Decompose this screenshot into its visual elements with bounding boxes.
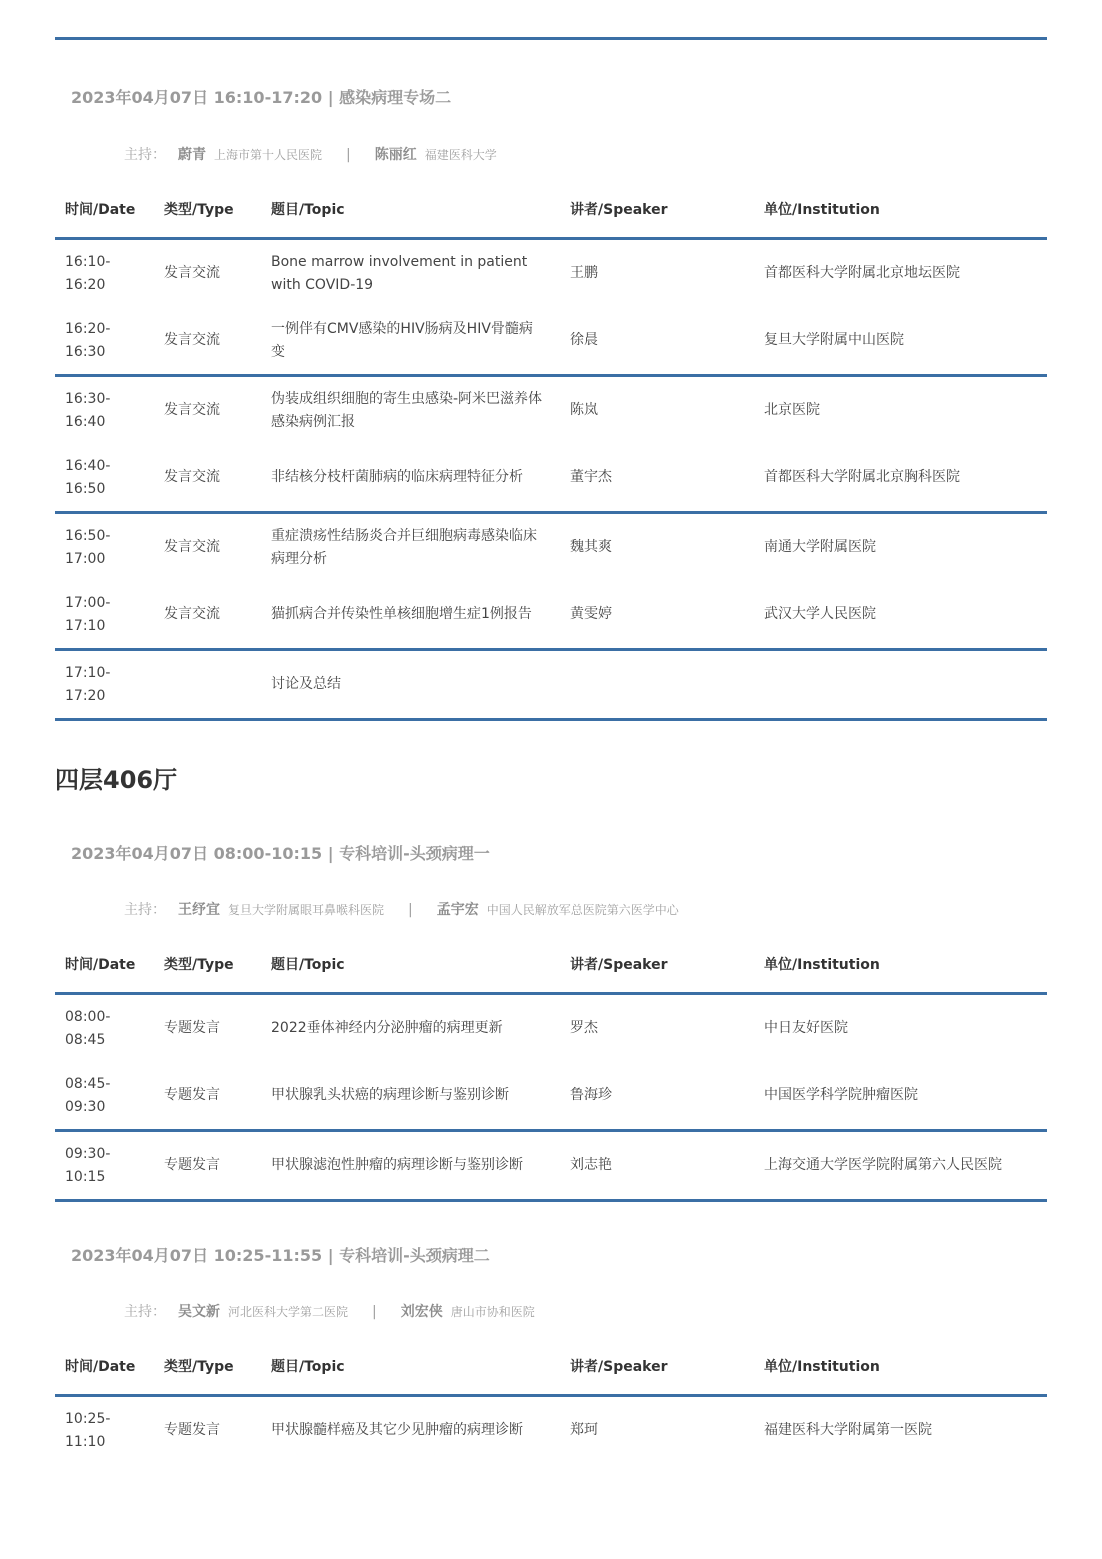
table-row xyxy=(55,444,1047,513)
cell-date xyxy=(55,1131,154,1201)
header-speaker: 讲者/Speaker xyxy=(560,181,754,239)
cell-speaker: 陈岚 xyxy=(570,402,598,418)
cell-speaker: 董宇杰 xyxy=(560,444,754,513)
header-topic: 题目/Topic xyxy=(261,936,560,994)
cell-type: 专题发言 xyxy=(154,1062,261,1131)
cell-date xyxy=(55,1396,154,1465)
cell-speaker: 徐晨 xyxy=(560,307,754,376)
header-speaker: 讲者/Speaker xyxy=(560,936,754,994)
cell-type: 发言交流 xyxy=(154,444,261,513)
date-text: 17:10- 17:20 xyxy=(65,664,111,704)
host-institution: 上海市第十人民医院 xyxy=(214,148,323,162)
cell-date xyxy=(55,994,154,1063)
cell-speaker: 刘志艳 xyxy=(560,1131,754,1201)
cell-topic: 讨论及总结 xyxy=(261,650,560,720)
date-text: 09:30- 10:15 xyxy=(65,1145,111,1185)
table-row xyxy=(55,376,1047,445)
hall-title: 四层406厅 xyxy=(55,766,178,794)
host-institution: 复旦大学附属眼耳鼻喉科医院 xyxy=(228,903,385,917)
date-text: 16:40- 16:50 xyxy=(65,457,111,497)
cell-institution: 武汉大学人民医院 xyxy=(754,581,1047,650)
cell-institution: 北京医院 xyxy=(764,402,820,418)
cell-institution: 南通大学附属医院 xyxy=(764,539,876,555)
table-row xyxy=(55,239,1047,308)
cell-date xyxy=(55,239,154,308)
cell-topic: 一例伴有CMV感染的HIV肠病及HIV骨髓病变 xyxy=(261,307,560,376)
cell-date xyxy=(55,1062,154,1131)
cell-type: 发言交流 xyxy=(164,402,220,418)
cell-topic: 非结核分枝杆菌肺病的临床病理特征分析 xyxy=(261,444,560,513)
table-row xyxy=(55,581,1047,650)
host-name: 陈丽红 xyxy=(374,147,417,163)
cell-speaker: 魏其爽 xyxy=(570,539,612,555)
table-row xyxy=(55,1396,1047,1465)
session-title: 2023年04月07日 16:10-17:20 | 感染病理专场二 xyxy=(71,88,452,107)
top-divider xyxy=(55,37,1047,40)
cell-speaker: 鲁海珍 xyxy=(560,1062,754,1131)
host-name: 吴文新 xyxy=(178,1304,220,1320)
cell-date xyxy=(55,444,154,513)
date-text: 08:00- 08:45 xyxy=(65,1008,111,1048)
cell-topic: 甲状腺乳头状癌的病理诊断与鉴别诊断 xyxy=(261,1062,560,1131)
date-text: 16:30- 16:40 xyxy=(65,390,111,430)
cell-date xyxy=(55,376,154,445)
host-separator: | xyxy=(408,902,413,918)
cell-institution xyxy=(754,650,1047,720)
cell-date xyxy=(55,650,154,720)
host-label: 主持： xyxy=(124,902,166,918)
header-date: 时间/Date xyxy=(55,1338,154,1396)
cell-speaker: 郑珂 xyxy=(570,1422,598,1438)
cell-topic: Bone marrow involvement in patient with COVID-19 xyxy=(271,253,528,293)
host-separator: | xyxy=(372,1304,377,1320)
host-separator: | xyxy=(346,147,351,163)
cell-topic: 甲状腺髓样癌及其它少见肿瘤的病理诊断 xyxy=(271,1422,523,1438)
schedule-table xyxy=(55,181,1047,721)
cell-topic: 伪装成组织细胞的寄生虫感染-阿米巴滋养体感染病例汇报 xyxy=(271,390,543,430)
table-row xyxy=(55,1062,1047,1131)
session-title: 2023年04月07日 10:25-11:55 | 专科培训-头颈病理二 xyxy=(71,1246,490,1265)
cell-date xyxy=(55,581,154,650)
cell-type: 发言交流 xyxy=(164,539,220,555)
cell-topic: 甲状腺滤泡性肿瘤的病理诊断与鉴别诊断 xyxy=(261,1131,560,1201)
header-institution: 单位/Institution xyxy=(754,1338,1047,1396)
host-name: 王纾宜 xyxy=(178,902,220,918)
session-title: 2023年04月07日 08:00-10:15 | 专科培训-头颈病理一 xyxy=(71,844,490,863)
session-hosts xyxy=(124,1301,535,1321)
cell-date xyxy=(55,307,154,376)
header-topic: 题目/Topic xyxy=(261,1338,560,1396)
header-speaker: 讲者/Speaker xyxy=(560,1338,754,1396)
table-header-row xyxy=(55,936,1047,994)
date-text: 10:25- 11:10 xyxy=(65,1410,111,1450)
cell-speaker: 黄雯婷 xyxy=(560,581,754,650)
date-text: 16:20- 16:30 xyxy=(65,320,111,360)
cell-topic: 猫抓病合并传染性单核细胞增生症1例报告 xyxy=(261,581,560,650)
cell-speaker xyxy=(560,650,754,720)
host-name: 蔚青 xyxy=(178,147,206,163)
header-date: 时间/Date xyxy=(55,181,154,239)
session-hosts xyxy=(124,899,679,919)
schedule-table xyxy=(55,936,1047,1202)
host-name: 刘宏侠 xyxy=(400,1304,443,1320)
table-row xyxy=(55,513,1047,582)
header-date: 时间/Date xyxy=(55,936,154,994)
table-row xyxy=(55,650,1047,720)
header-type: 类型/Type xyxy=(154,936,261,994)
table-row xyxy=(55,994,1047,1063)
date-text: 08:45- 09:30 xyxy=(65,1075,111,1115)
cell-type: 专题发言 xyxy=(164,1422,220,1438)
host-institution: 河北医科大学第二医院 xyxy=(228,1305,349,1319)
header-institution: 单位/Institution xyxy=(754,181,1047,239)
table-row xyxy=(55,307,1047,376)
cell-topic: 2022垂体神经内分泌肿瘤的病理更新 xyxy=(271,1020,503,1036)
cell-type: 专题发言 xyxy=(164,1020,220,1036)
cell-type: 专题发言 xyxy=(154,1131,261,1201)
host-institution: 福建医科大学 xyxy=(424,148,497,162)
host-label: 主持： xyxy=(124,1304,166,1320)
cell-institution: 复旦大学附属中山医院 xyxy=(754,307,1047,376)
cell-institution: 首都医科大学附属北京地坛医院 xyxy=(764,265,960,281)
cell-date xyxy=(55,513,154,582)
cell-speaker: 罗杰 xyxy=(570,1020,598,1036)
host-label: 主持： xyxy=(124,147,166,163)
host-institution: 唐山市协和医院 xyxy=(450,1305,535,1319)
cell-speaker: 王鹏 xyxy=(570,265,598,281)
cell-type xyxy=(154,650,261,720)
session-hosts xyxy=(124,144,497,164)
date-text: 16:50- 17:00 xyxy=(65,527,111,567)
header-institution: 单位/Institution xyxy=(754,936,1047,994)
date-text: 17:00- 17:10 xyxy=(65,594,111,634)
cell-institution: 中国医学科学院肿瘤医院 xyxy=(754,1062,1047,1131)
cell-institution: 福建医科大学附属第一医院 xyxy=(764,1422,932,1438)
host-institution: 中国人民解放军总医院第六医学中心 xyxy=(486,903,679,917)
cell-institution: 上海交通大学医学院附属第六人民医院 xyxy=(754,1131,1047,1201)
header-type: 类型/Type xyxy=(154,1338,261,1396)
cell-institution: 首都医科大学附属北京胸科医院 xyxy=(754,444,1047,513)
host-name: 孟宇宏 xyxy=(436,902,479,918)
schedule-table xyxy=(55,1338,1047,1464)
cell-type: 发言交流 xyxy=(154,581,261,650)
table-header-row xyxy=(55,1338,1047,1396)
cell-institution: 中日友好医院 xyxy=(764,1020,848,1036)
header-type: 类型/Type xyxy=(154,181,261,239)
table-header-row xyxy=(55,181,1047,239)
cell-topic: 重症溃疡性结肠炎合并巨细胞病毒感染临床病理分析 xyxy=(271,527,537,567)
cell-type: 发言交流 xyxy=(154,307,261,376)
header-topic: 题目/Topic xyxy=(261,181,560,239)
date-text: 16:10- 16:20 xyxy=(65,253,111,293)
cell-type: 发言交流 xyxy=(164,265,220,281)
table-row xyxy=(55,1131,1047,1201)
